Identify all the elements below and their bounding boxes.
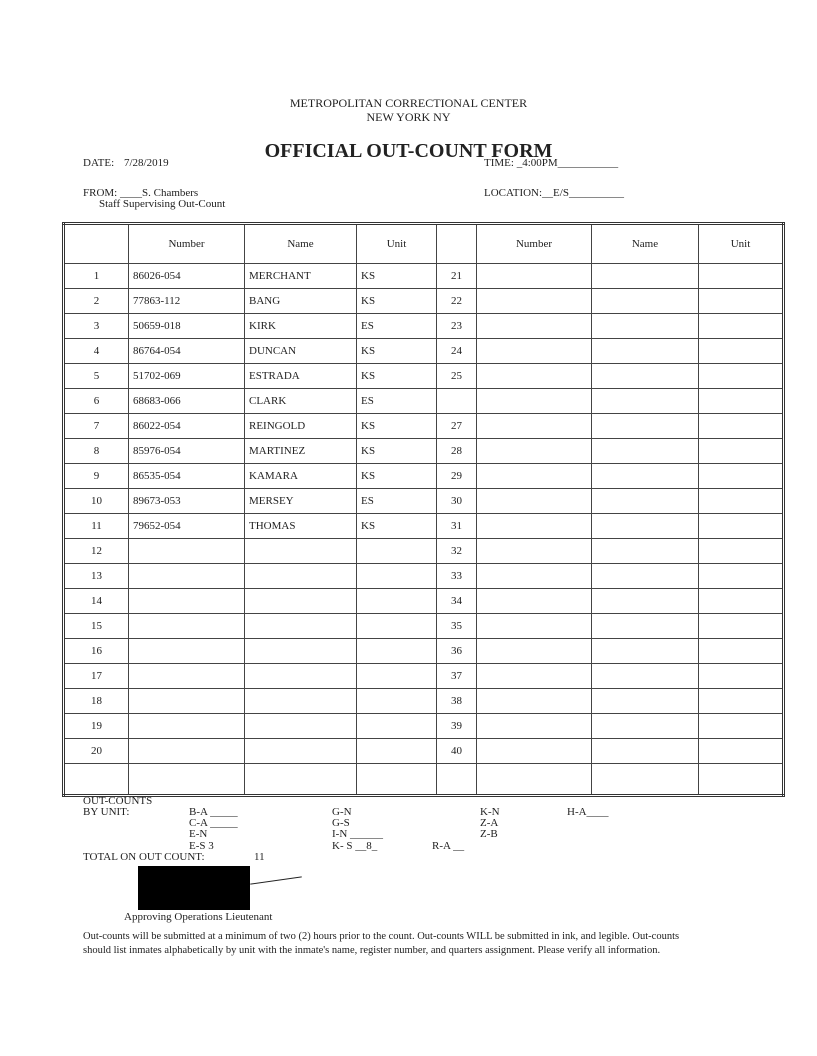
table-row [64,714,784,739]
register-number [477,264,592,289]
row-number: 28 [437,439,477,464]
row-number: 18 [64,689,129,714]
table-row [64,464,784,489]
register-number [129,539,245,564]
total-label: TOTAL ON OUT COUNT: [83,851,205,863]
inmate-name [245,764,357,796]
register-number [477,314,592,339]
unit [699,714,784,739]
row-number: 40 [437,739,477,764]
unit [699,514,784,539]
unit-count: H-A____ [567,806,609,818]
unit [357,614,437,639]
note-line-1: Out-counts will be submitted at a minimum of two (2) hours prior to the count. Out-counts WILL be submitted in ink, and legible. Out-counts [83,931,680,942]
table-row [64,439,784,464]
row-number: 19 [64,714,129,739]
unit [699,464,784,489]
row-number: 31 [437,514,477,539]
row-number: 9 [64,464,129,489]
inmate-name: DUNCAN [245,339,357,364]
register-number [129,689,245,714]
unit: ES [357,314,437,339]
unit: KS [357,364,437,389]
register-number: 86764-054 [129,339,245,364]
table-row [64,414,784,439]
table-row [64,664,784,689]
row-number: 11 [64,514,129,539]
row-number: 27 [437,414,477,439]
register-number [129,739,245,764]
table-row [64,689,784,714]
unit: KS [357,264,437,289]
unit [699,389,784,414]
unit-count: G-S [332,817,350,829]
outcounts-title: OUT-COUNTS [83,795,153,807]
inmate-name: MARTINEZ [245,439,357,464]
column-header: Number [477,224,592,264]
register-number [129,664,245,689]
row-number: 34 [437,589,477,614]
unit-count: C-A _____ [189,817,238,829]
inmate-name [245,539,357,564]
unit [357,689,437,714]
unit [699,764,784,796]
unit: ES [357,389,437,414]
unit [699,664,784,689]
register-number: 50659-018 [129,314,245,339]
row-number: 38 [437,689,477,714]
register-number [477,739,592,764]
register-number [129,589,245,614]
inmate-name [245,714,357,739]
table-row [64,564,784,589]
inmate-name [245,739,357,764]
date-value: 7/28/2019 [124,157,169,169]
unit [699,639,784,664]
time-field: TIME: _4:00PM___________ [484,157,619,169]
inmate-name [592,639,699,664]
unit: KS [357,464,437,489]
register-number [477,664,592,689]
register-number [477,539,592,564]
row-number: 32 [437,539,477,564]
table-row [64,514,784,539]
row-number: 13 [64,564,129,589]
facility-name: METROPOLITAN CORRECTIONAL CENTER [289,96,528,110]
register-number [129,639,245,664]
unit-count: Z-B [480,828,498,840]
unit-count: E-N [189,828,208,840]
column-header [64,224,129,264]
unit: ES [357,489,437,514]
inmate-name [592,439,699,464]
register-number: 77863-112 [129,289,245,314]
row-number: 15 [64,614,129,639]
unit: KS [357,414,437,439]
inmate-name [592,339,699,364]
unit [357,639,437,664]
unit [357,539,437,564]
column-header [437,224,477,264]
table-row [64,589,784,614]
row-number: 16 [64,639,129,664]
row-number [64,764,129,796]
unit-count: K-N [480,806,500,818]
unit [699,689,784,714]
register-number [129,564,245,589]
inmate-name: MERCHANT [245,264,357,289]
register-number: 68683-066 [129,389,245,414]
unit [699,589,784,614]
inmate-name [245,639,357,664]
row-number: 5 [64,364,129,389]
table-row [64,314,784,339]
inmate-name [245,614,357,639]
unit [699,439,784,464]
unit [357,739,437,764]
inmate-name: CLARK [245,389,357,414]
register-number [477,389,592,414]
row-number [437,389,477,414]
row-number: 25 [437,364,477,389]
by-unit-label: BY UNIT: [83,806,130,818]
inmate-name: BANG [245,289,357,314]
table-row [64,739,784,764]
unit [699,289,784,314]
inmate-name [592,489,699,514]
inmate-name: THOMAS [245,514,357,539]
register-number: 51702-069 [129,364,245,389]
inmate-name [592,614,699,639]
register-number [477,614,592,639]
total-value: 11 [254,851,265,863]
row-number: 8 [64,439,129,464]
inmate-name: KAMARA [245,464,357,489]
row-number: 4 [64,339,129,364]
register-number [129,714,245,739]
register-number [477,464,592,489]
table-row [64,364,784,389]
register-number [477,364,592,389]
row-number: 39 [437,714,477,739]
unit [699,489,784,514]
row-number: 37 [437,664,477,689]
inmate-name [592,414,699,439]
unit-count: R-A __ [432,840,465,852]
table-row [64,764,784,796]
inmate-name [592,264,699,289]
row-number: 3 [64,314,129,339]
register-number [477,439,592,464]
row-number: 20 [64,739,129,764]
inmate-name: ESTRADA [245,364,357,389]
column-header: Number [129,224,245,264]
register-number [477,564,592,589]
inmate-name [592,589,699,614]
row-number: 24 [437,339,477,364]
unit [699,314,784,339]
from-field: FROM: ____S. Chambers [83,187,199,199]
column-header: Unit [357,224,437,264]
table-row [64,339,784,364]
inmate-name [592,514,699,539]
row-number: 29 [437,464,477,489]
form-title: OFFICIAL OUT-COUNT FORM [264,140,553,162]
inmate-name [592,464,699,489]
table-row [64,639,784,664]
unit-count: E-S 3 [189,840,214,852]
inmate-name: REINGOLD [245,414,357,439]
from-caption: Staff Supervising Out-Count [99,198,226,210]
register-number [477,339,592,364]
register-number: 85976-054 [129,439,245,464]
inmate-name [245,689,357,714]
row-number: 7 [64,414,129,439]
inmate-name [592,664,699,689]
register-number [477,689,592,714]
register-number [477,414,592,439]
row-number: 23 [437,314,477,339]
inmate-name [592,764,699,796]
unit [699,739,784,764]
note-line-2: should list inmates alphabetically by unit with the inmate's name, register number, and quarters assignment. Please verify all information. [83,945,661,956]
row-number: 14 [64,589,129,614]
inmate-name: MERSEY [245,489,357,514]
unit: KS [357,514,437,539]
row-number: 1 [64,264,129,289]
register-number [477,489,592,514]
unit [699,414,784,439]
inmate-name [592,539,699,564]
inmate-name [592,739,699,764]
row-number: 21 [437,264,477,289]
table-row [64,614,784,639]
row-number: 30 [437,489,477,514]
register-number: 79652-054 [129,514,245,539]
unit [699,564,784,589]
row-number: 35 [437,614,477,639]
register-number [477,639,592,664]
table-row [64,389,784,414]
inmate-name [592,689,699,714]
signature-stroke [250,876,302,884]
unit [699,264,784,289]
register-number: 86535-054 [129,464,245,489]
unit: KS [357,339,437,364]
unit-count: Z-A [480,817,499,829]
register-number [477,714,592,739]
unit-count: I-N ______ [332,828,384,840]
inmate-name [592,289,699,314]
register-number: 86022-054 [129,414,245,439]
unit-count: B-A _____ [189,806,238,818]
table-row [64,264,784,289]
table-row [64,289,784,314]
row-number: 17 [64,664,129,689]
row-number: 22 [437,289,477,314]
register-number [129,764,245,796]
inmate-name [245,664,357,689]
register-number: 86026-054 [129,264,245,289]
inmate-name [592,564,699,589]
inmate-name [592,714,699,739]
location-field: LOCATION:__E/S__________ [484,187,624,199]
unit [357,664,437,689]
table-row [64,489,784,514]
unit [357,564,437,589]
date-label: DATE: [83,157,115,169]
register-number: 89673-053 [129,489,245,514]
inmate-name [592,314,699,339]
column-header: Name [245,224,357,264]
unit [699,364,784,389]
redacted-signature [138,866,250,910]
register-number [477,514,592,539]
inmate-name [245,589,357,614]
row-number: 12 [64,539,129,564]
register-number [477,764,592,796]
unit-count: K- S __8_ [332,840,378,852]
inmate-name: KIRK [245,314,357,339]
row-number: 10 [64,489,129,514]
row-number: 36 [437,639,477,664]
facility-location: NEW YORK NY [366,110,451,124]
row-number: 33 [437,564,477,589]
unit-count: G-N [332,806,352,818]
unit [699,614,784,639]
unit [357,764,437,796]
column-header: Name [592,224,699,264]
row-number: 6 [64,389,129,414]
inmate-table [62,222,785,797]
inmate-name [592,364,699,389]
register-number [477,589,592,614]
approver-caption: Approving Operations Lieutenant [124,911,273,923]
register-number [129,614,245,639]
inmate-name [245,564,357,589]
unit: KS [357,439,437,464]
unit [357,589,437,614]
unit: KS [357,289,437,314]
register-number [477,289,592,314]
unit [699,539,784,564]
inmate-name [592,389,699,414]
unit [357,714,437,739]
row-number [437,764,477,796]
column-header: Unit [699,224,784,264]
row-number: 2 [64,289,129,314]
table-row [64,539,784,564]
unit [699,339,784,364]
